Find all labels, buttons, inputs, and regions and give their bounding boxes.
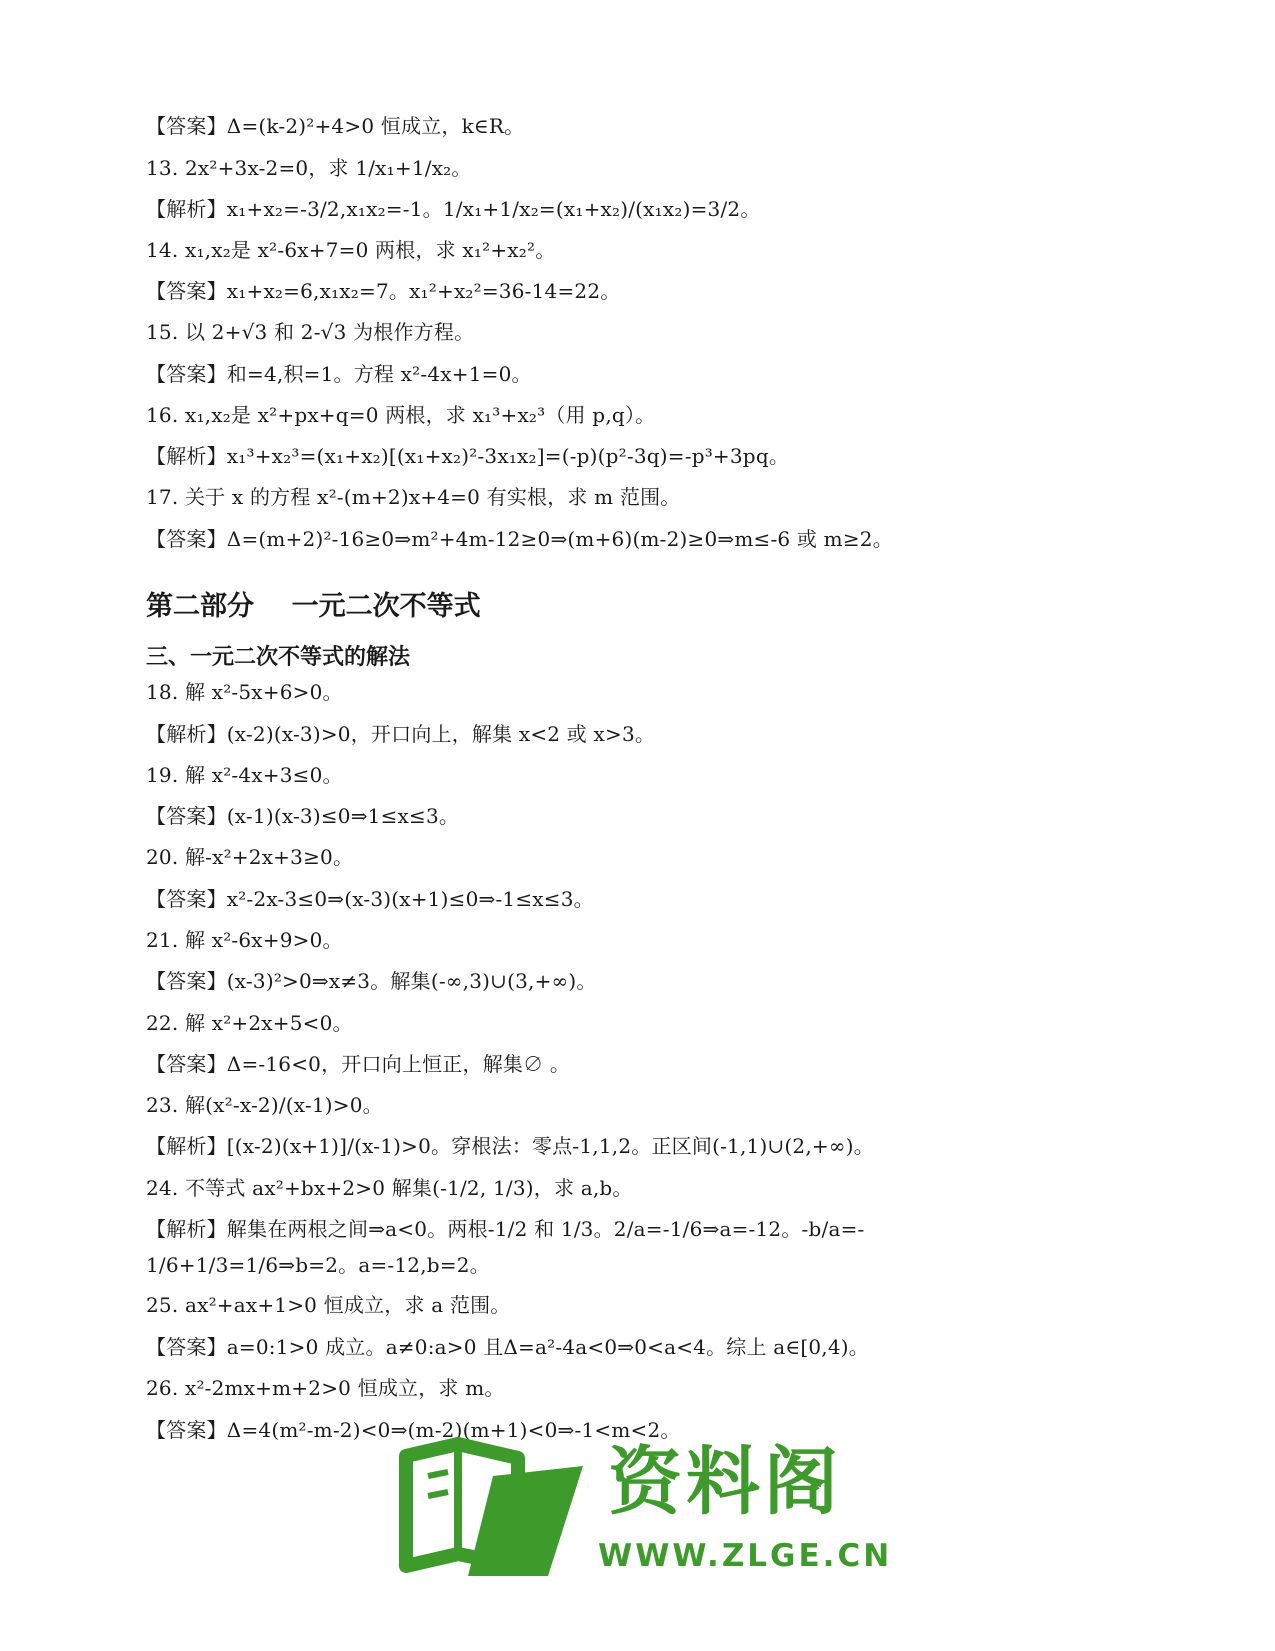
text-line: 【解析】解集在两根之间⇒a<0。两根-1/2 和 1/3。2/a=-1/6⇒a=-12。-b/a=- <box>146 1217 865 1241</box>
text-line: 【答案】Δ=-16<0，开口向上恒正，解集∅ 。 <box>146 1052 571 1076</box>
watermark-name: 资料阁 <box>608 1439 842 1525</box>
text-line: 19. 解 x²-4x+3≤0。 <box>146 763 343 787</box>
text-line: 【答案】a=0:1>0 成立。a≠0:a>0 且Δ=a²-4a<0⇒0<a<4。综上 a∈[0,4)。 <box>146 1335 869 1359</box>
text-line: 【解析】x₁+x₂=-3/2,x₁x₂=-1。1/x₁+1/x₂=(x₁+x₂)/(x₁x₂)=3/2。 <box>146 197 761 221</box>
text-line: 22. 解 x²+2x+5<0。 <box>146 1011 353 1035</box>
text-line: 【解析】(x-2)(x-3)>0，开口向上，解集 x<2 或 x>3。 <box>146 722 656 746</box>
text-line: 【答案】(x-1)(x-3)≤0⇒1≤x≤3。 <box>146 804 460 828</box>
text-line: 【答案】Δ=4(m²-m-2)<0⇒(m-2)(m+1)<0⇒-1<m<2。 <box>146 1418 681 1442</box>
text-line: 15. 以 2+√3 和 2-√3 为根作方程。 <box>146 320 475 344</box>
text-line: 【答案】(x-3)²>0⇒x≠3。解集(-∞,3)∪(3,+∞)。 <box>146 969 597 993</box>
text-line: 17. 关于 x 的方程 x²-(m+2)x+4=0 有实根，求 m 范围。 <box>146 485 681 509</box>
text-line: 25. ax²+ax+1>0 恒成立，求 a 范围。 <box>146 1293 511 1317</box>
text-line: 【答案】x₁+x₂=6,x₁x₂=7。x₁²+x₂²=36-14=22。 <box>146 279 621 303</box>
text-line: 21. 解 x²-6x+9>0。 <box>146 928 343 952</box>
text-line: 【答案】Δ=(m+2)²-16≥0⇒m²+4m-12≥0⇒(m+6)(m-2)≥0⇒m≤-6 或 m≥2。 <box>146 527 893 551</box>
section-heading: 三、一元二次不等式的解法 <box>146 645 411 670</box>
book-icon <box>398 1436 598 1586</box>
text-line: 24. 不等式 ax²+bx+2>0 解集(-1/2, 1/3)，求 a,b。 <box>146 1176 633 1200</box>
text-line: 【答案】Δ=(k-2)²+4>0 恒成立，k∈R。 <box>146 114 525 138</box>
text-line: 【解析】[(x-2)(x+1)]/(x-1)>0。穿根法：零点-1,1,2。正区间(-1,1)∪(2,+∞)。 <box>146 1134 874 1158</box>
text-line: 26. x²-2mx+m+2>0 恒成立，求 m。 <box>146 1376 505 1400</box>
text-line: 1/6+1/3=1/6⇒b=2。a=-12,b=2。 <box>146 1253 490 1277</box>
part-heading: 第二部分 一元二次不等式 <box>146 591 481 622</box>
text-line: 【解析】x₁³+x₂³=(x₁+x₂)[(x₁+x₂)²-3x₁x₂]=(-p)(p²-3q)=-p³+3pq。 <box>146 444 790 468</box>
text-line: 13. 2x²+3x-2=0，求 1/x₁+1/x₂。 <box>146 156 472 180</box>
text-line: 18. 解 x²-5x+6>0。 <box>146 680 343 704</box>
watermark-url: WWW.ZLGE.CN <box>598 1538 893 1574</box>
watermark-logo <box>398 1436 893 1586</box>
text-line: 14. x₁,x₂是 x²-6x+7=0 两根，求 x₁²+x₂²。 <box>146 238 556 262</box>
text-line: 23. 解(x²-x-2)/(x-1)>0。 <box>146 1093 383 1117</box>
text-line: 【答案】x²-2x-3≤0⇒(x-3)(x+1)≤0⇒-1≤x≤3。 <box>146 887 594 911</box>
text-line: 16. x₁,x₂是 x²+px+q=0 两根，求 x₁³+x₂³（用 p,q）。 <box>146 403 656 427</box>
text-line: 【答案】和=4,积=1。方程 x²-4x+1=0。 <box>146 362 532 386</box>
text-line: 20. 解-x²+2x+3≥0。 <box>146 845 354 869</box>
